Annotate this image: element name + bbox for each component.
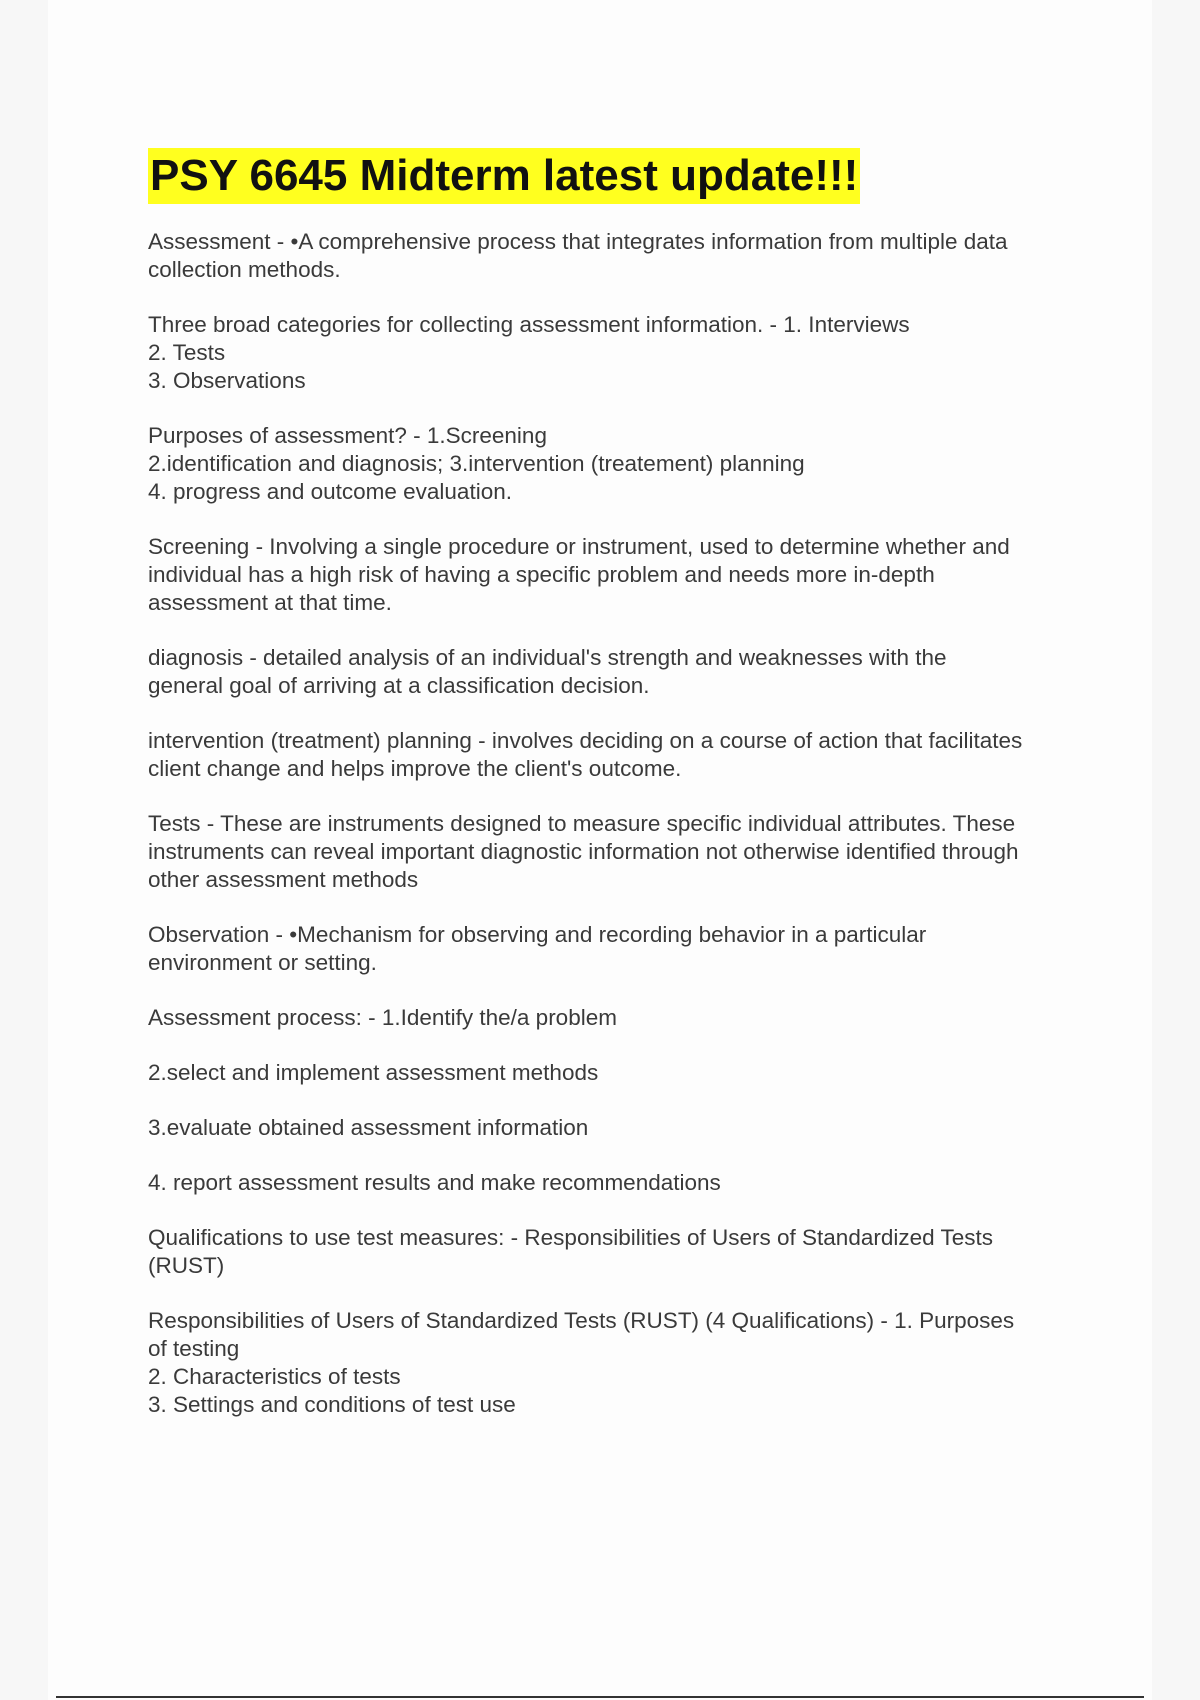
entry-line: Assessment process: - 1.Identify the/a problem — [148, 1005, 617, 1030]
entry-observation — [148, 921, 1093, 977]
entry-tests — [148, 810, 1093, 894]
entry-rust — [148, 1307, 1093, 1419]
entry-line: assessment at that time. — [148, 590, 392, 615]
entry-line: individual has a high risk of having a specific problem and needs more in-depth — [148, 562, 935, 587]
entry-line: Screening - Involving a single procedure or instrument, used to determine whether and — [148, 534, 1010, 559]
entry-line: Three broad categories for collecting assessment information. - 1. Interviews — [148, 312, 910, 337]
entry-process-step-3 — [148, 1114, 1093, 1142]
entry-qualifications — [148, 1224, 1093, 1280]
entry-line: 4. progress and outcome evaluation. — [148, 479, 512, 504]
entry-process-step-4 — [148, 1169, 1093, 1197]
entry-line: client change and helps improve the client's outcome. — [148, 756, 682, 781]
bottom-divider — [56, 1696, 1144, 1698]
entry-line: Responsibilities of Users of Standardized Tests (RUST) (4 Qualifications) - 1. Purposes — [148, 1308, 1015, 1333]
entry-intervention-planning — [148, 727, 1093, 783]
entry-three-categories — [148, 311, 1093, 395]
entry-line: 2.select and implement assessment methods — [148, 1060, 599, 1085]
entry-line: Qualifications to use test measures: - Responsibilities of Users of Standardized Tests — [148, 1225, 993, 1250]
entry-process-step-2 — [148, 1059, 1093, 1087]
entry-line: (RUST) — [148, 1253, 225, 1278]
entry-screening — [148, 533, 1093, 617]
entry-line: 3. Settings and conditions of test use — [148, 1392, 516, 1417]
entry-line: Tests - These are instruments designed to measure specific individual attributes. These — [148, 811, 1016, 836]
entry-line: general goal of arriving at a classification decision. — [148, 673, 650, 698]
entry-line: Assessment - •A comprehensive process that integrates information from multiple data — [148, 229, 1008, 254]
entry-line: 3.evaluate obtained assessment information — [148, 1115, 589, 1140]
entry-assessment — [148, 228, 1093, 284]
page-margin-left — [0, 0, 48, 1700]
document-content — [148, 148, 1093, 1446]
entry-line: 2.identification and diagnosis; 3.intervention (treatement) planning — [148, 451, 805, 476]
entry-line: Observation - •Mechanism for observing and recording behavior in a particular — [148, 922, 927, 947]
entry-line: instruments can reveal important diagnostic information not otherwise identified through — [148, 839, 1019, 864]
entry-diagnosis — [148, 644, 1093, 700]
entry-purposes — [148, 422, 1093, 506]
entry-line: diagnosis - detailed analysis of an individual's strength and weaknesses with the — [148, 645, 947, 670]
entry-process-step-1 — [148, 1004, 1093, 1032]
entry-line: other assessment methods — [148, 867, 419, 892]
entry-line: intervention (treatment) planning - involves deciding on a course of action that facilitates — [148, 728, 1023, 753]
entry-line: collection methods. — [148, 257, 341, 282]
page-margin-right — [1152, 0, 1200, 1700]
entry-line: 2. Tests — [148, 340, 226, 365]
entry-line: 2. Characteristics of tests — [148, 1364, 401, 1389]
document-title: PSY 6645 Midterm latest update!!! — [148, 148, 860, 204]
entry-line: 3. Observations — [148, 368, 306, 393]
entry-line: Purposes of assessment? - 1.Screening — [148, 423, 547, 448]
entry-line: of testing — [148, 1336, 240, 1361]
entry-line: 4. report assessment results and make recommendations — [148, 1170, 721, 1195]
entry-line: environment or setting. — [148, 950, 377, 975]
